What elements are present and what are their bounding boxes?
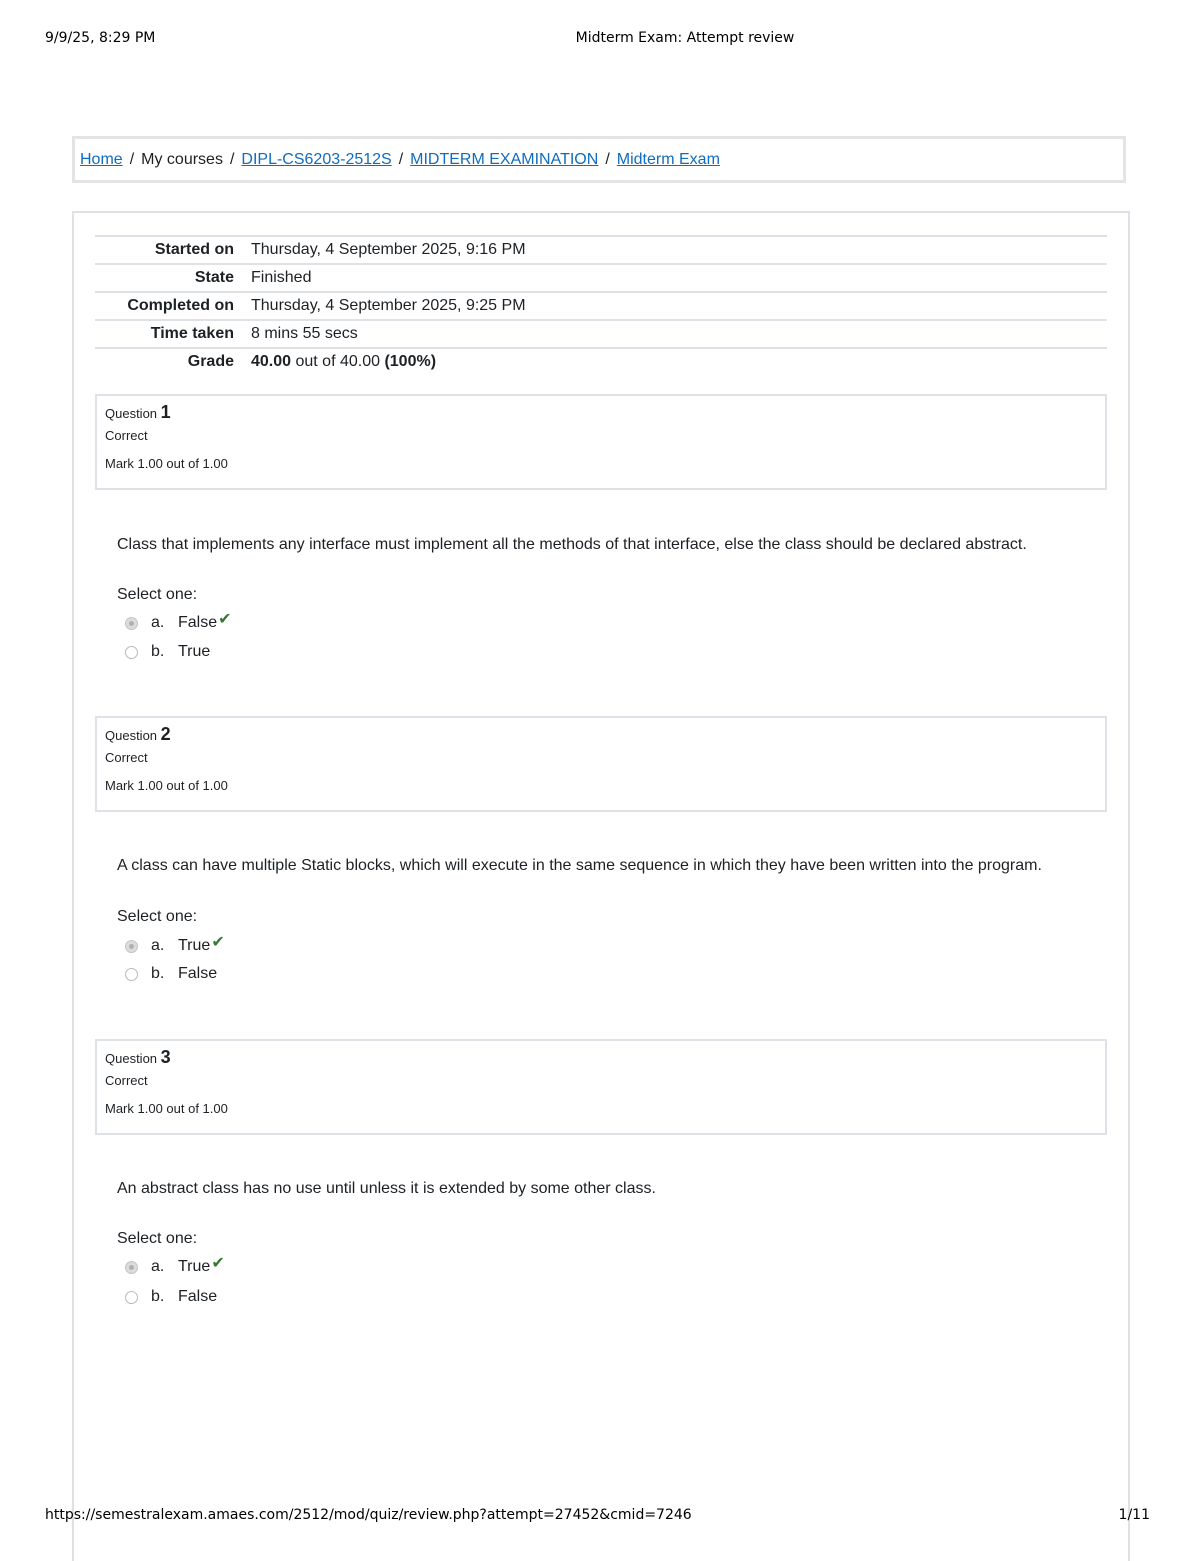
breadcrumb-separator: / — [229, 150, 235, 168]
radio-button[interactable] — [125, 617, 138, 630]
question-number — [105, 402, 1105, 428]
breadcrumb-separator: / — [129, 150, 135, 168]
answer-text: True — [178, 643, 211, 660]
grade-percent: (100%) — [384, 353, 437, 370]
question-state: Correct — [105, 1073, 148, 1088]
answer-letter: b. — [151, 1288, 165, 1305]
answer-option[interactable] — [125, 936, 225, 956]
answer-text: False — [178, 1288, 218, 1305]
question-number — [105, 1047, 1105, 1073]
radio-button[interactable] — [125, 646, 138, 659]
question-num: 2 — [160, 724, 171, 744]
print-url: https://semestralexam.amaes.com/2512/mod/quiz/review.php?attempt=27452&cmid=7246 — [45, 1507, 692, 1523]
breadcrumb — [72, 136, 1126, 183]
question-label: Question — [105, 728, 158, 743]
grade-value — [250, 353, 1107, 371]
answer-option[interactable] — [125, 643, 210, 661]
radio-button[interactable] — [125, 968, 138, 981]
radio-button[interactable] — [125, 1291, 138, 1304]
summary-value: Thursday, 4 September 2025, 9:25 PM — [251, 297, 526, 314]
radio-button[interactable] — [125, 1261, 138, 1274]
breadcrumb-separator: / — [398, 150, 404, 168]
check-icon: ✔ — [218, 611, 232, 628]
breadcrumb-my-courses: My courses — [141, 150, 223, 168]
answer-text: True — [178, 937, 211, 954]
print-datetime: 9/9/25, 8:29 PM — [45, 30, 156, 46]
print-page-number: 1/11 — [1118, 1507, 1150, 1523]
question-state: Correct — [105, 750, 148, 765]
question-info — [95, 716, 1107, 812]
summary-label: Grade — [187, 353, 234, 370]
radio-button[interactable] — [125, 940, 138, 953]
question-info — [95, 1039, 1107, 1135]
summary-value: Finished — [251, 269, 312, 286]
answer-letter: a. — [151, 937, 165, 954]
breadcrumb-home-link[interactable]: Home — [80, 150, 123, 168]
question-mark: Mark 1.00 out of 1.00 — [105, 456, 228, 471]
question-label: Question — [105, 1051, 158, 1066]
question-num: 3 — [160, 1047, 171, 1067]
answer-letter: b. — [151, 643, 165, 660]
summary-label: Started on — [154, 241, 234, 258]
summary-row-started — [95, 237, 1107, 265]
grade-out-of: out of 40.00 — [291, 353, 385, 370]
grade-score: 40.00 — [251, 353, 292, 370]
breadcrumb-course-link[interactable]: DIPL-CS6203-2512S — [241, 150, 392, 168]
breadcrumb-section-link[interactable]: MIDTERM EXAMINATION — [410, 150, 599, 168]
breadcrumb-activity-link[interactable]: Midterm Exam — [616, 150, 720, 168]
check-icon: ✔ — [211, 1255, 225, 1272]
breadcrumb-separator: / — [605, 150, 610, 168]
answer-text: False — [178, 614, 218, 631]
check-icon: ✔ — [211, 934, 225, 951]
answer-option[interactable] — [125, 1288, 217, 1306]
question-text: A class can have multiple Static blocks, which will execute in the same sequence in which they have been written into the program. — [117, 857, 1042, 874]
answer-letter: a. — [151, 614, 165, 631]
question-num: 1 — [160, 402, 171, 422]
summary-value: Thursday, 4 September 2025, 9:16 PM — [251, 241, 526, 258]
question-mark: Mark 1.00 out of 1.00 — [105, 778, 228, 793]
question-info — [95, 394, 1107, 490]
question-state: Correct — [105, 428, 148, 443]
answer-letter: b. — [151, 965, 165, 982]
summary-row-grade — [95, 349, 1107, 375]
select-one-label: Select one: — [117, 1230, 198, 1247]
question-label: Question — [105, 406, 158, 421]
question-text: An abstract class has no use until unless it is extended by some other class. — [117, 1180, 656, 1197]
summary-value: 8 mins 55 secs — [251, 325, 358, 342]
answer-option[interactable] — [125, 965, 217, 983]
summary-row-completed — [95, 293, 1107, 321]
answer-option[interactable] — [125, 1257, 225, 1277]
question-text: Class that implements any interface must implement all the methods of that interface, else the class should be declared abstract. — [117, 536, 1027, 553]
answer-text: False — [178, 965, 218, 982]
summary-row-state — [95, 265, 1107, 293]
question-number — [105, 724, 1105, 750]
summary-label: State — [194, 269, 234, 286]
attempt-summary-table — [95, 235, 1107, 375]
select-one-label: Select one: — [117, 586, 198, 603]
summary-label: Time taken — [150, 325, 234, 342]
answer-letter: a. — [151, 1258, 165, 1275]
print-title: Midterm Exam: Attempt review — [575, 30, 795, 46]
select-one-label: Select one: — [117, 908, 198, 925]
question-mark: Mark 1.00 out of 1.00 — [105, 1101, 228, 1116]
answer-text: True — [178, 1258, 211, 1275]
summary-label: Completed on — [127, 297, 234, 314]
summary-row-time-taken — [95, 321, 1107, 349]
answer-option[interactable] — [125, 613, 232, 633]
